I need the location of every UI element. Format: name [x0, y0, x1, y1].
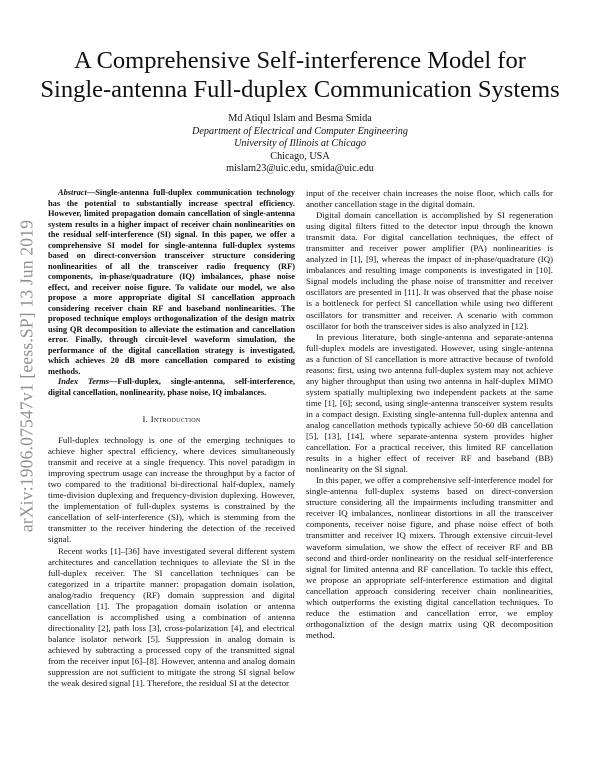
author-block [40, 113, 560, 176]
section-heading [48, 414, 295, 425]
author-names: Md Atiqul Islam and Besma Smida [228, 113, 372, 124]
left-column [48, 188, 295, 689]
body-paragraph-continued: input of the receiver chain increases the noise floor, which calls for another cancellation stage in the digital domain. [306, 188, 553, 210]
author-department: Department of Electrical and Computer Engineering [192, 125, 408, 137]
body-paragraph: Full-duplex technology is one of the emerging techniques to achieve higher spectral efficiency, where devices simultaneously transmit and receive at a single frequency. This novel paradigm in improving spectrum usage can increase the throughput by a factor of two compared to the traditional bi-directional half-duplex, namely time-division duplexing and frequency-division duplexing. However, the implementation of full-duplex systems is constrained by the cancellation of self-interference (SI), which is stemming from the transmitter to the receiver hindering the detection of the received signal. [48, 435, 295, 545]
abstract-body: —Single-antenna full-duplex communication technology has the potential to substantially increase spectral efficiency. However, limited propagation domain cancellation of single-antenna system results in a higher impact of receiver chain nonlinearities on the residual self-interference (SI) signal. In this paper, we offer a comprehensive SI model for single-antenna full-duplex systems based on direct-conversion transceiver structure considering nonlinearities of all the transceiver radio frequency (RF) components, in-phase/quadrature (IQ) imbalances, phase noise effect, and receiver noise figure. To validate our model, we also propose a more appropriate digital SI cancellation approach considering receiver chain RF and baseband nonlinearities. The proposed technique employs orthogonalization of the design matrix using QR decomposition to alleviate the estimation and cancellation error. Finally, through circuit-level waveform simulation, the performance of the digital cancellation strategy is investigated, which achieves 20 dB more cancellation compared to existing methods. [48, 188, 295, 376]
author-university: University of Illinois at Chicago [234, 138, 366, 150]
paper-title [40, 46, 560, 104]
arxiv-sidebar [14, 176, 40, 576]
author-location: Chicago, USA [270, 150, 330, 162]
body-paragraph: In previous literature, both single-antenna and separate-antenna full-duplex models are investigated. However, using single-antenna as a function of SI cancellation is more attractive because of twofold reasons: first, using two antenna full-duplex system may not achieve any higher throughput than using two antenna in half-duplex MIMO system spatially multiplexing two independent packets at the same time [1], [6]; second, using single-antenna transceiver system results in a compact design. Existing single-antenna full-duplex antenna and analog cancellation methods typically achieve 50-60 dB cancellation [5], [13], [14], where separate-antenna system provides higher cancellation. For a practical receiver, this limited RF cancellation results in a higher effect of receiver RF and baseband (BB) nonlinearity on the SI signal. [306, 331, 553, 475]
right-column [306, 188, 553, 641]
body-paragraph: Digital domain cancellation is accomplished by SI regeneration using digital filters fitted to the detector input through the known transmit data. For digital cancellation techniques, the effect of transmitter and receiver power amplifier (PA) nonlinearities is analyzed in [1], [9], whereas the impact of in-phase/quadrature (IQ) imbalances and resulting image components is investigated in [10]. Signal models including the phase noise of transmitter and receiver oscillators are presented in [11]. It was observed that the phase noise is a bottleneck for perfect SI cancellation while using two different oscillators for transmitter and receiver. A scenario with common oscillator for both the transceiver sides is also analyzed in [12]. [306, 210, 553, 331]
arxiv-stamp: arXiv:1906.07547v1 [eess.SP] 13 Jun 2019 [16, 219, 37, 533]
section-title: Introduction [150, 414, 201, 424]
index-terms [48, 377, 295, 398]
index-terms-body: —Full-duplex, single-antenna, self-interference, digital cancellation, nonlinearity, phase noise, IQ imbalances. [48, 377, 295, 397]
author-emails: mislam23@uic.edu, smida@uic.edu [226, 163, 374, 175]
body-paragraph: In this paper, we offer a comprehensive self-interference model for single-antenna full-duplex systems based on direct-conversion structure considering all the impairments including transmitter and receiver IQ imbalances, nonlinear distortions in all the transceiver components, receiver noise figure, and phase noise effect of both transmitter and receiver IQ mixers. Through extensive circuit-level waveform simulation, we show the effect of receiver RF and BB second and third-order nonlinearity on the residual self-interference signal for limited antenna and RF cancellation. To tackle this effect, we propose an appropriate self-interference estimation and digital cancellation approach considering receiver chain nonlinearities, which outperforms the existing digital cancellation techniques. To reduce the estimation and cancellation error, we employ orthogonaliztion of the design matrix using QR decomposition method. [306, 475, 553, 640]
title-line-1: A Comprehensive Self-interference Model for [74, 47, 526, 74]
abstract-lead: Abstract [58, 188, 87, 197]
index-terms-lead: Index Terms [58, 377, 110, 386]
body-paragraph: Recent works [1]–[36] have investigated several different system architectures and cancellation techniques to alleviate the SI in the full-duplex receiver. The SI cancellation techniques can be categorized in a tripartite manner: propagation domain isolation, analog/radio frequency (RF) domain suppression and digital cancellation [1]. The propagation domain isolation or antenna cancellation is accomplished using a combination of antenna directionality [2], path loss [3], cross-polarization [4], and electrical balance isolator network [5]. Suppression in analog domain is achieved by subtracting a processed copy of the transmitted signal from the receiver input [6]–[8]. However, antenna and analog domain suppression are not sufficient to mitigate the strong SI signal below the weak desired signal [1]. Therefore, the residual SI at the detector [48, 545, 295, 689]
section-number: I. [142, 414, 151, 424]
abstract [48, 188, 295, 377]
title-line-2: Single-antenna Full-duplex Communication Systems [40, 76, 560, 103]
